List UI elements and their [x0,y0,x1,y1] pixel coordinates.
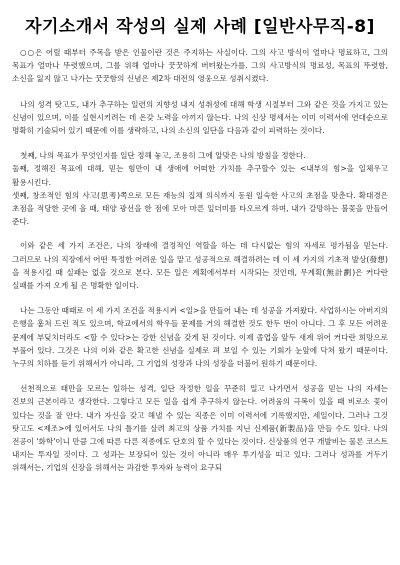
paragraph-principles: 첫째, 나의 목표가 무엇인지를 일단 정해 놓고, 조용히 그에 알맞은 나의 방침을 정한다. 둘째, 정해진 목표에 대해, 믿는 힘만이 내 생애에 어떠한 가치를 추구할수 있는 <내부의 힘>을 일체우고 활용시킨다. 셋째, 창조적인 힘의 사고(思考)쪽으로 모든 재능의 집채 의식까지 동원 일숙한 사고의 초점을 맞춘다. 확대경은 초점을 적당한 곳에 올 때, 태양 광선을 한 점에 모아 마른 잎더미를 타오르게 하며, 내가 갈망하는 불꽃을 만들어 준다. [12,151,388,227]
paragraph-experience: 나는 그동안 때때로 이 세 가지 조건을 적용시켜 <일>을 만들어 내는 데 성공을 가져왔다. 사업하시는 아버지의 은행을 훔쳐 드린 적도 있으며, 학교에서의 학우들 문제를 거의 해결한 것도 한두 번이 아니다. 그 후 모든 어려운 문제에 부딪치더라도 <할 수 있다>는 강한 신념을 갖게 된 것이다. 이제 졸업을 앞두 새계 위어 커다란 희망으로 부풀어 있다. 그것은 나의 이와 같은 확고한 신념을 실제로 펴 보일 수 있는 기회가 눈앞에 닥쳐 왔기 때문이다. 누구의 치하를 듣기 위해서가 아니라, 그 기업의 성장과 나의 성장을 더불어 원하기 때문이다. [12,306,388,369]
paragraph-personality: 나의 성격 탓고도, 내가 추구하는 일련의 지향성 내지 성취성에 대해 학생 시절부터 그와 같은 것을 가지고 있는 신념이 있으며, 이를 실현시키려는 데 온갖 노력을 아끼지 않는다. 나의 신상 명세서는 이미 이력서에 연대순으로 명확히 기술되어 있기 때문에 이를 생략하고, 나의 소신의 일단을 다음과 같이 피력하는 것이다. [12,99,388,136]
paragraph-intro: ○○은 어릴 때부터 주목을 받은 인물이란 것은 주지하는 사실이다. 그의 사고 방식이 얼마나 명료하고, 그의 목표가 얼마나 뚜렷했으며, 그를 위해 얼마나 꿋꿋하게 버텨왔는가를. 그의 사고방식의 명료성, 목표의 뚜렷함, 소신을 잃지 않고 나가는 꿋꿋함의 신념은 제2차 대전의 영웅으로 성취시켰다. [12,48,388,84]
document-title: 자기소개서 작성의 실제 사례 [일반사무직-8] [25,17,375,37]
paragraph-conditions: 이와 같은 세 가지 조건은, 나의 장래에 결정적인 역할을 하는 데 다시없는 힘의 자세로 평가됨을 믿는다. 그러므로 나의 직장에서 어떤 특정한 어려운 일을 맡고 성공적으로 해결하려는 데 이 세 가지의 기초적 발상(發想)을 적용시킬 때 실패는 없을 것으로 본다. 모든 일은 계획에서부터 시작되는 것인데, 무계획(無計劃)은 커다란 실패를 가져 오게 될 은 명확한 일이다. [12,241,388,291]
paragraph-aptitude: 선천적으로 태만을 모르는 일하는 성격, 일단 작정한 일을 꾸준히 밀고 나가면서 성공을 믿는 나의 자세는 진보의 근본이라고 생각한다. 그렇다고 모든 일을 쉽게 추구하지 않는다. 어려움의 극복이 있을 때 비로소 꽃이 있다는 것을 잘 안다. 내가 자신을 갖고 해낼 수 있는 직종은 이미 이력서에 기록했지만, 세일이다. 그러나 그것 탓고도 <제조>에 있어서도 나의 틀기를 살려 최고의 상품 가치를 지닌 신제품(新製品)을 만들 수도 있다. 나의 전공이 '화학'이니 만큼 그에 따른 다른 직종에도 단호의 할 수 있다는 것이다. 신상품의 연구 개발비는 물론 코스트 내지는 투자일 것이다. 그 성과는 보장되어 있는 것이 아니라 매우 투기성을 띠고 있다. 그러나 성과를 거두기 위해서는, 기업의 신장을 위해서는 과감한 투자와 능력이 요구되 [12,384,388,473]
